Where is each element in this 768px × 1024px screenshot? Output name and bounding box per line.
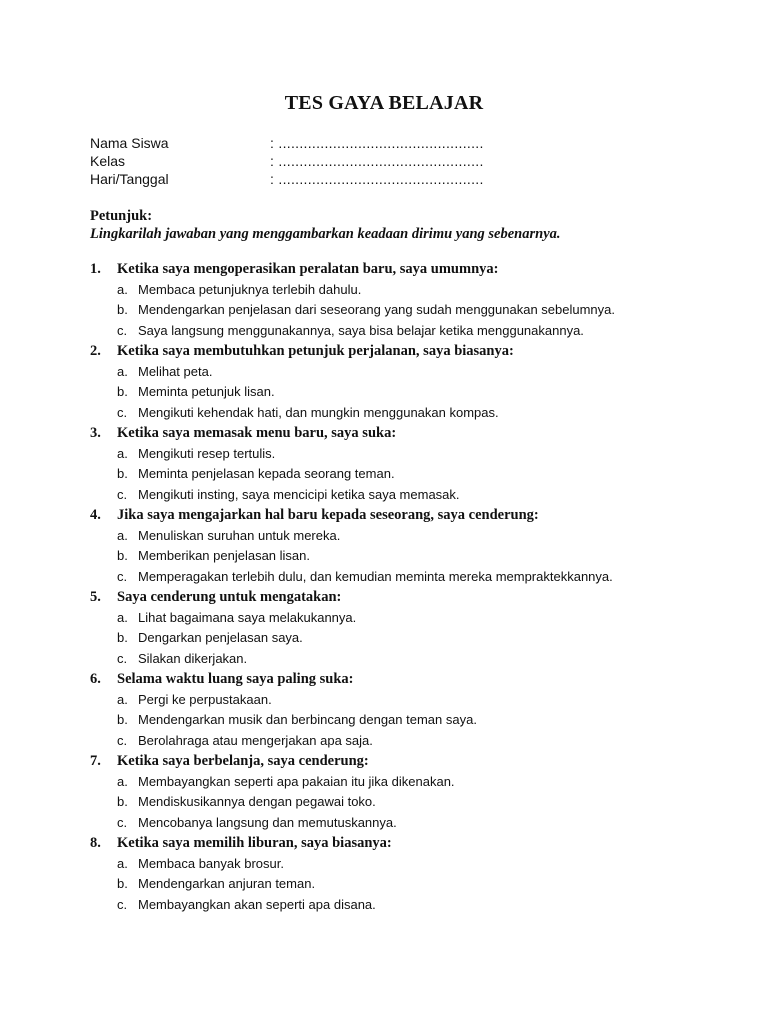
option-text: Membayangkan seperti apa pakaian itu jika dikenakan. xyxy=(138,773,455,789)
option-text: Mencobanya langsung dan memutuskannya. xyxy=(138,814,397,830)
option-letter: b. xyxy=(117,302,128,317)
option-text: Dengarkan penjelasan saya. xyxy=(138,630,303,645)
question-heading xyxy=(90,505,730,526)
option-letter: b. xyxy=(117,794,128,809)
answer-option[interactable] xyxy=(90,362,730,383)
option-letter: c. xyxy=(117,322,128,338)
answer-option[interactable] xyxy=(90,731,730,752)
answer-option[interactable] xyxy=(90,813,730,834)
answer-option[interactable] xyxy=(90,567,730,588)
answer-option[interactable] xyxy=(90,485,730,506)
instructions-text: Lingkarilah jawaban yang menggambarkan keadaan dirimu yang sebenarnya. xyxy=(90,226,561,242)
answer-option[interactable] xyxy=(90,444,730,465)
question-heading xyxy=(90,669,730,690)
option-letter: b. xyxy=(117,466,128,481)
option-letter: b. xyxy=(117,630,128,645)
option-letter: c. xyxy=(117,814,128,830)
option-text: Mendengarkan musik dan berbincang dengan teman saya. xyxy=(138,712,477,727)
info-label: Kelas xyxy=(90,153,126,169)
option-text: Menuliskan suruhan untuk mereka. xyxy=(138,527,341,543)
info-blank: : ................................................. xyxy=(270,171,484,187)
answer-option[interactable] xyxy=(90,874,730,895)
answer-option[interactable] xyxy=(90,526,730,547)
option-letter: a. xyxy=(117,363,128,379)
question-number: 5. xyxy=(90,589,101,605)
option-text: Mengikuti insting, saya mencicipi ketika saya memasak. xyxy=(138,486,460,502)
answer-option[interactable] xyxy=(90,321,730,342)
question-item xyxy=(90,259,730,341)
option-letter: a. xyxy=(117,445,128,461)
info-blank: : ................................................. xyxy=(270,135,484,151)
option-text: Membaca petunjuknya terlebih dahulu. xyxy=(138,281,362,297)
info-label: Nama Siswa xyxy=(90,135,169,151)
option-letter: a. xyxy=(117,855,128,871)
option-text: Berolahraga atau mengerjakan apa saja. xyxy=(138,732,373,748)
option-text: Mendengarkan penjelasan dari seseorang yang sudah menggunakan sebelumnya. xyxy=(138,302,616,317)
question-item xyxy=(90,423,730,505)
question-item xyxy=(90,587,730,669)
answer-option[interactable] xyxy=(90,628,730,649)
question-number: 1. xyxy=(90,261,101,277)
question-text: Ketika saya membutuhkan petunjuk perjalanan, saya biasanya: xyxy=(117,343,514,359)
instructions xyxy=(90,207,690,243)
option-letter: c. xyxy=(117,568,128,584)
answer-option[interactable] xyxy=(90,649,730,670)
option-letter: c. xyxy=(117,896,128,912)
page-title: TES GAYA BELAJAR xyxy=(284,92,484,114)
answer-option[interactable] xyxy=(90,772,730,793)
info-label: Hari/Tanggal xyxy=(90,171,169,187)
instructions-heading: Petunjuk: xyxy=(90,208,153,224)
option-text: Pergi ke perpustakaan. xyxy=(138,691,272,707)
option-text: Mendengarkan anjuran teman. xyxy=(138,876,316,891)
question-text: Ketika saya memilih liburan, saya biasanya: xyxy=(117,835,392,851)
question-text: Ketika saya berbelanja, saya cenderung: xyxy=(117,753,369,769)
info-row-name xyxy=(90,134,690,152)
info-blank: : ................................................. xyxy=(270,153,484,169)
question-heading xyxy=(90,259,730,280)
option-text: Membayangkan akan seperti apa disana. xyxy=(138,896,376,912)
option-letter: a. xyxy=(117,773,128,789)
option-letter: c. xyxy=(117,732,128,748)
answer-option[interactable] xyxy=(90,792,730,813)
question-list xyxy=(90,259,730,915)
answer-option[interactable] xyxy=(90,854,730,875)
option-text: Lihat bagaimana saya melakukannya. xyxy=(138,609,357,625)
option-letter: b. xyxy=(117,384,128,399)
option-text: Silakan dikerjakan. xyxy=(138,650,248,666)
option-letter: c. xyxy=(117,650,128,666)
question-text: Jika saya mengajarkan hal baru kepada seseorang, saya cenderung: xyxy=(117,507,539,523)
option-letter: c. xyxy=(117,486,128,502)
question-item xyxy=(90,669,730,751)
option-text: Saya langsung menggunakannya, saya bisa belajar ketika menggunakannya. xyxy=(138,322,584,338)
option-text: Memberikan penjelasan lisan. xyxy=(138,548,310,563)
question-number: 8. xyxy=(90,835,101,851)
question-heading xyxy=(90,423,730,444)
option-text: Memperagakan terlebih dulu, dan kemudian meminta mereka mempraktekkannya. xyxy=(138,568,613,584)
question-text: Saya cenderung untuk mengatakan: xyxy=(117,589,342,605)
answer-option[interactable] xyxy=(90,690,730,711)
answer-option[interactable] xyxy=(90,710,730,731)
option-letter: b. xyxy=(117,548,128,563)
question-heading xyxy=(90,341,730,362)
question-text: Selama waktu luang saya paling suka: xyxy=(117,671,354,687)
option-letter: a. xyxy=(117,609,128,625)
answer-option[interactable] xyxy=(90,382,730,403)
option-text: Membaca banyak brosur. xyxy=(138,855,284,871)
question-number: 3. xyxy=(90,425,101,441)
answer-option[interactable] xyxy=(90,546,730,567)
question-text: Ketika saya mengoperasikan peralatan baru, saya umumnya: xyxy=(117,261,499,277)
question-item xyxy=(90,833,730,915)
answer-option[interactable] xyxy=(90,403,730,424)
answer-option[interactable] xyxy=(90,608,730,629)
option-text: Mengikuti resep tertulis. xyxy=(138,445,276,461)
option-text: Meminta petunjuk lisan. xyxy=(138,384,275,399)
info-row-date xyxy=(90,170,690,188)
question-number: 4. xyxy=(90,507,101,523)
info-row-class xyxy=(90,152,690,170)
question-heading xyxy=(90,587,730,608)
option-letter: c. xyxy=(117,404,128,420)
question-item xyxy=(90,341,730,423)
option-letter: b. xyxy=(117,876,128,891)
question-item xyxy=(90,505,730,587)
option-text: Mengikuti kehendak hati, dan mungkin menggunakan kompas. xyxy=(138,404,499,420)
question-number: 2. xyxy=(90,343,101,359)
option-text: Melihat peta. xyxy=(138,363,213,379)
answer-option[interactable] xyxy=(90,280,730,301)
option-letter: b. xyxy=(117,712,128,727)
answer-option[interactable] xyxy=(90,300,730,321)
option-letter: a. xyxy=(117,691,128,707)
question-text: Ketika saya memasak menu baru, saya suka: xyxy=(117,425,397,441)
student-info xyxy=(90,134,690,188)
question-number: 6. xyxy=(90,671,101,687)
question-heading xyxy=(90,751,730,772)
option-text: Mendiskusikannya dengan pegawai toko. xyxy=(138,794,376,809)
option-letter: a. xyxy=(117,527,128,543)
question-item xyxy=(90,751,730,833)
question-heading xyxy=(90,833,730,854)
question-number: 7. xyxy=(90,753,101,769)
option-text: Meminta penjelasan kepada seorang teman. xyxy=(138,466,395,481)
answer-option[interactable] xyxy=(90,895,730,916)
option-letter: a. xyxy=(117,281,128,297)
answer-option[interactable] xyxy=(90,464,730,485)
